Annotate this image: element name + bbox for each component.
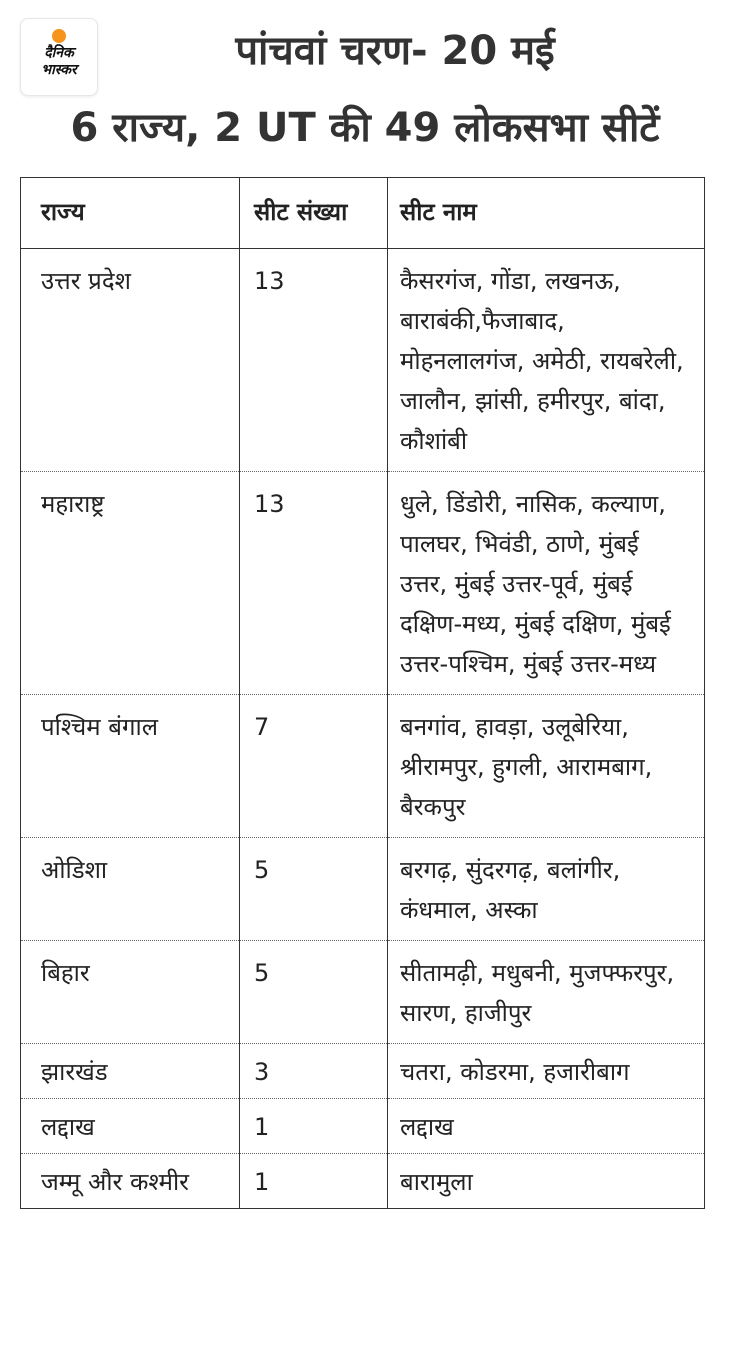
column-header-seat-count: सीट संख्या xyxy=(240,178,388,249)
table-row xyxy=(21,838,705,941)
state-cell: बिहार xyxy=(21,941,240,1044)
logo-text-line1: दैनिक xyxy=(44,45,74,61)
seat-count-cell: 13 xyxy=(240,472,388,695)
state-cell: पश्चिम बंगाल xyxy=(21,695,240,838)
seat-count-cell: 5 xyxy=(240,838,388,941)
state-cell: लद्दाख xyxy=(21,1099,240,1154)
seat-names-cell: बनगांव, हावड़ा, उलूबेरिया, श्रीरामपुर, हुगली, आरामबाग, बैरकपुर xyxy=(388,695,705,838)
seat-names-cell: बारामुला xyxy=(388,1154,705,1209)
seat-count-cell: 13 xyxy=(240,249,388,472)
seat-names-cell: कैसरगंज, गोंडा, लखनऊ, बाराबंकी,फैजाबाद, मोहनलालगंज, अमेठी, रायबरेली, जालौन, झांसी, हमीरपुर, बांदा, कौशांबी xyxy=(388,249,705,472)
state-cell: जम्मू और कश्मीर xyxy=(21,1154,240,1209)
page-subtitle: 6 राज्य, 2 UT की 49 लोकसभा सीटें xyxy=(70,105,660,151)
state-cell: झारखंड xyxy=(21,1044,240,1099)
seat-count-cell: 1 xyxy=(240,1099,388,1154)
table-row xyxy=(21,1044,705,1099)
table-row xyxy=(21,695,705,838)
seat-count-cell: 5 xyxy=(240,941,388,1044)
seat-names-cell: धुले, डिंडोरी, नासिक, कल्याण, पालघर, भिवंडी, ठाणे, मुंबई उत्तर, मुंबई उत्तर-पूर्व, मुंबई दक्षिण-मध्य, मुंबई दक्षिण, मुंबई उत्तर-पश्चिम, मुंबई उत्तर-मध्य xyxy=(388,472,705,695)
state-cell: उत्तर प्रदेश xyxy=(21,249,240,472)
table-row xyxy=(21,472,705,695)
state-cell: महाराष्ट्र xyxy=(21,472,240,695)
page-title: पांचवां चरण- 20 मई xyxy=(235,28,555,74)
seat-names-cell: चतरा, कोडरमा, हजारीबाग xyxy=(388,1044,705,1099)
seat-names-cell: लद्दाख xyxy=(388,1099,705,1154)
seat-count-cell: 1 xyxy=(240,1154,388,1209)
seat-count-cell: 3 xyxy=(240,1044,388,1099)
table-row xyxy=(21,249,705,472)
column-header-seat-names: सीट नाम xyxy=(388,178,705,249)
logo-text-line2: भास्कर xyxy=(41,62,77,78)
seats-table xyxy=(20,177,705,1209)
table-row xyxy=(21,1099,705,1154)
table-row xyxy=(21,1154,705,1209)
seat-count-cell: 7 xyxy=(240,695,388,838)
column-header-state: राज्य xyxy=(21,178,240,249)
seat-names-cell: सीतामढ़ी, मधुबनी, मुजफ्फरपुर, सारण, हाजीपुर xyxy=(388,941,705,1044)
state-cell: ओडिशा xyxy=(21,838,240,941)
seat-names-cell: बरगढ़, सुंदरगढ़, बलांगीर, कंधमाल, अस्का xyxy=(388,838,705,941)
table-row xyxy=(21,941,705,1044)
table-header-row xyxy=(21,178,705,249)
